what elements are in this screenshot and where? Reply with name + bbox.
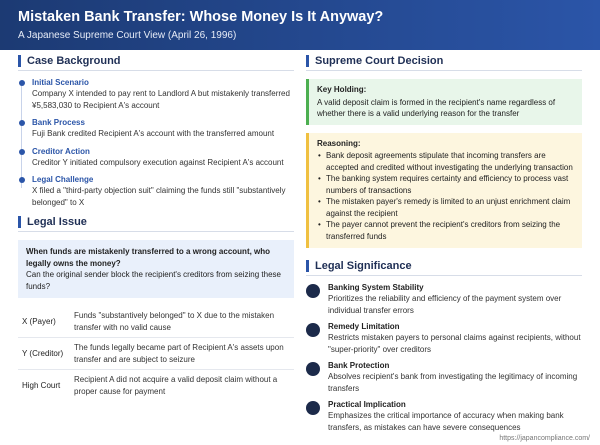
legal-issue-question-box xyxy=(18,240,294,298)
section-accent-bar xyxy=(18,55,21,67)
table-row xyxy=(18,370,294,402)
timeline-item xyxy=(32,174,294,208)
bullet-circle-icon xyxy=(306,401,320,415)
list-item: • The mistaken payer's remedy is limited to an unjust enrichment claim against the recipient xyxy=(317,196,574,219)
timeline-dot-icon xyxy=(19,120,25,126)
legal-issue-main-question: When funds are mistakenly transferred to a wrong account, who legally owns the money? xyxy=(26,247,271,268)
significance-list xyxy=(306,282,582,433)
right-column xyxy=(306,53,582,438)
section-accent-bar xyxy=(18,216,21,228)
page-subtitle: A Japanese Supreme Court View (April 26, 1996) xyxy=(18,30,237,41)
footer-url[interactable]: https://japancompliance.com/ xyxy=(499,435,590,442)
timeline-item-title: Bank Process xyxy=(32,118,85,127)
party-label: High Court xyxy=(22,380,61,390)
party-label: X (Payer) xyxy=(18,306,70,338)
significance-item-text: Restricts mistaken payers to personal claims against recipients, without "super-priority" over creditors xyxy=(328,333,581,354)
decision-heading xyxy=(306,53,582,71)
reasoning-label: Reasoning: xyxy=(317,138,361,148)
significance-item-title: Bank Protection xyxy=(328,361,390,370)
party-position: Recipient A did not acquire a valid deposit claim without a proper cause for payment xyxy=(74,375,278,396)
list-item xyxy=(306,399,582,433)
party-position: The funds legally became part of Recipient A's assets upon transfer and are subject to seizure xyxy=(70,338,294,370)
key-holding-label: Key Holding: xyxy=(317,85,367,94)
significance-heading xyxy=(306,258,582,276)
bullet-circle-icon xyxy=(306,362,320,376)
significance-item-title: Banking System Stability xyxy=(328,283,424,292)
list-item: • The banking system requires certainty and efficiency to process vast numbers of transactions xyxy=(317,173,574,196)
timeline-item-title: Creditor Action xyxy=(32,146,90,156)
case-background-heading xyxy=(18,53,294,71)
case-background-heading-text: Case Background xyxy=(27,54,121,67)
significance-item-text: Prioritizes the reliability and efficiency of the payment system over individual transfer errors xyxy=(328,294,562,315)
key-holding-box xyxy=(306,79,582,125)
legal-issue-sub-question: Can the original sender block the recipient's creditors from seizing these funds? xyxy=(26,270,281,291)
section-accent-bar xyxy=(306,260,309,272)
bullet-circle-icon xyxy=(306,284,320,298)
timeline-item-text: Creditor Y initiated compulsory execution against Recipient A's account xyxy=(32,157,284,167)
timeline-item-text: Fuji Bank credited Recipient A's account with the transferred amount xyxy=(32,129,275,138)
timeline-item-text: Company X intended to pay rent to Landlord A but mistakenly transferred ¥5,583,030 to Recipient A's account xyxy=(32,89,290,110)
legal-issue-heading-text: Legal Issue xyxy=(27,215,87,228)
section-accent-bar xyxy=(306,55,309,67)
list-item xyxy=(306,321,582,355)
timeline-dot-icon xyxy=(19,80,25,86)
decision-heading-text: Supreme Court Decision xyxy=(315,54,444,67)
significance-item-text: Emphasizes the critical importance of accuracy when making bank transfers, as mistakes can have severe consequences xyxy=(328,411,564,432)
page-title: Mistaken Bank Transfer: Whose Money Is It Anyway? xyxy=(18,9,384,25)
reasoning-list xyxy=(317,150,574,242)
table-row xyxy=(18,338,294,370)
party-label: Y (Creditor) xyxy=(18,338,70,370)
significance-heading-text: Legal Significance xyxy=(315,259,412,272)
timeline-item-title: Legal Challenge xyxy=(32,175,94,184)
timeline-item-title: Initial Scenario xyxy=(32,78,89,87)
significance-item-title: Practical Implication xyxy=(328,400,406,409)
list-item xyxy=(306,360,582,394)
list-item: • The payer cannot prevent the recipient's creditors from seizing the transferred funds xyxy=(317,219,574,242)
reasoning-box xyxy=(306,133,582,249)
legal-issue-heading xyxy=(18,214,294,232)
case-timeline xyxy=(18,77,294,208)
timeline-item xyxy=(32,77,294,111)
header-banner xyxy=(0,0,600,50)
left-column xyxy=(18,53,294,401)
timeline-line xyxy=(21,83,22,188)
list-item xyxy=(306,282,582,316)
positions-table xyxy=(18,306,294,401)
significance-item-text: Absolves recipient's bank from investigating the legitimacy of incoming transfers xyxy=(328,372,578,393)
list-item: • Bank deposit agreements stipulate that incoming transfers are accepted and credited without investigating the underlying transaction xyxy=(317,150,574,173)
timeline-item-text: X filed a "third-party objection suit" claiming the funds still "substantively belonged" to X xyxy=(32,186,286,207)
significance-item-title: Remedy Limitation xyxy=(328,322,400,331)
timeline-item xyxy=(32,146,294,169)
timeline-dot-icon xyxy=(19,177,25,183)
key-holding-text: A valid deposit claim is formed in the recipient's name regardless of whether there is a valid underlying reason for the transfer xyxy=(317,97,556,118)
table-row xyxy=(18,306,294,338)
timeline-item xyxy=(32,117,294,140)
bullet-circle-icon xyxy=(306,323,320,337)
party-position: Funds "substantively belonged" to X due to the mistaken transfer with no valid cause xyxy=(70,306,294,338)
timeline-dot-icon xyxy=(19,149,25,155)
